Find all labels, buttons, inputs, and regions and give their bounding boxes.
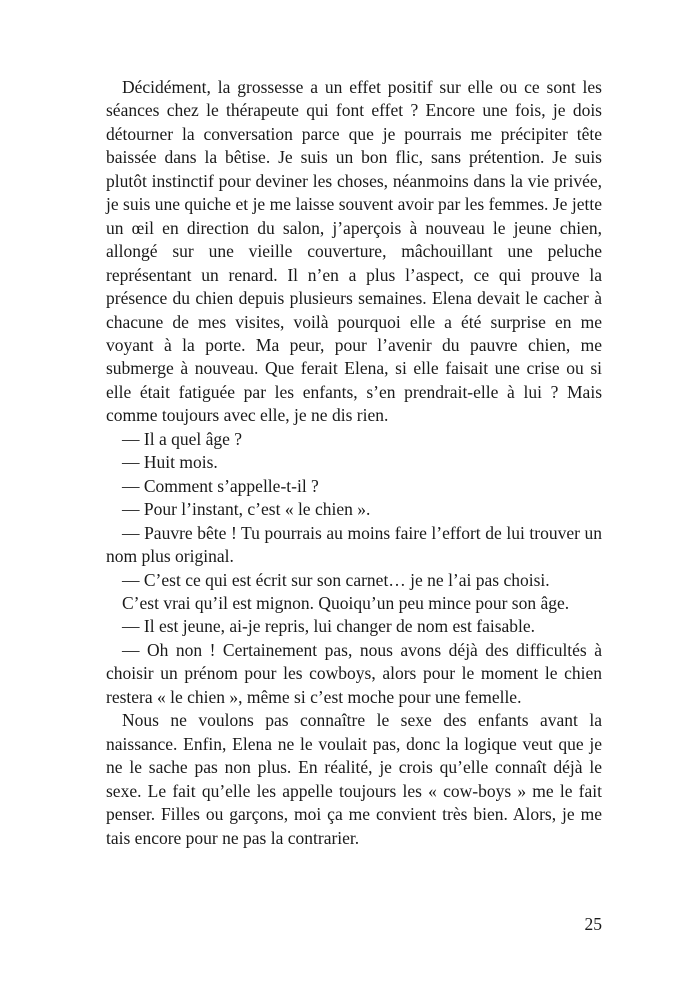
dialogue-line: — C’est ce qui est écrit sur son carnet… je ne l’ai pas choisi. [122,569,550,590]
dialogue-line: — Oh non ! Certainement pas, nous avons déjà des difficultés à choisir un prénom pour les cowboys, alors pour le moment le chien restera « le chien », même si c’est moche pour une femelle. [106,639,602,707]
dialogue-line: — Il est jeune, ai-je repris, lui changer de nom est faisable. [122,616,536,637]
page-number: 25 [584,914,602,934]
body-text [106,76,602,850]
dialogue-line: — Il a quel âge ? [122,428,243,449]
dialogue-line: — Comment s’appelle-t-il ? [122,475,319,496]
paragraph: C’est vrai qu’il est mignon. Quoiqu’un peu mince pour son âge. [122,592,570,613]
dialogue-line: — Huit mois. [122,452,218,473]
paragraph: Décidément, la grossesse a un effet positif sur elle ou ce sont les séances chez le thérapeute qui font effet ? Encore une fois, je dois détourner la conversation parce que je pourrais me précipiter tête baissée dans la bêtise. Je suis un bon flic, sans prétention. Je suis plutôt instinctif pour deviner les choses, néanmoins dans la vie privée, je suis une quiche et je me laisse souvent avoir par les femmes. Je jette un œil en direction du salon, j’aperçois à nouveau le jeune chien, allongé sur une vieille couverture, mâchouillant une peluche représentant un renard. Il n’en a plus l’aspect, ce qui prouve la présence du chien depuis plusieurs semaines. Elena devait le cacher à chacune de mes visites, voilà pourquoi elle a été surprise en me voyant à la porte. Ma peur, pour l’avenir du pauvre chien, me submerge à nouveau. Que ferait Elena, si elle faisait une crise ou si elle était fatiguée par les enfants, s’en prendrait-elle à lui ? Mais comme toujours avec elle, je ne dis rien. [106,77,602,426]
paragraph: Nous ne voulons pas connaître le sexe des enfants avant la naissance. Enfin, Elena ne le voulait pas, donc la logique veut que je ne le sache pas non plus. En réalité, je crois qu’elle connaît déjà le sexe. Le fait qu’elle les appelle toujours les « cow-boys » me le fait penser. Filles ou garçons, moi ça me convient très bien. Alors, je me tais encore pour ne pas la contrarier. [106,710,602,848]
dialogue-line: — Pauvre bête ! Tu pourrais au moins faire l’effort de lui trouver un nom plus original. [106,522,602,567]
dialogue-line: — Pour l’instant, c’est « le chien ». [122,499,371,520]
